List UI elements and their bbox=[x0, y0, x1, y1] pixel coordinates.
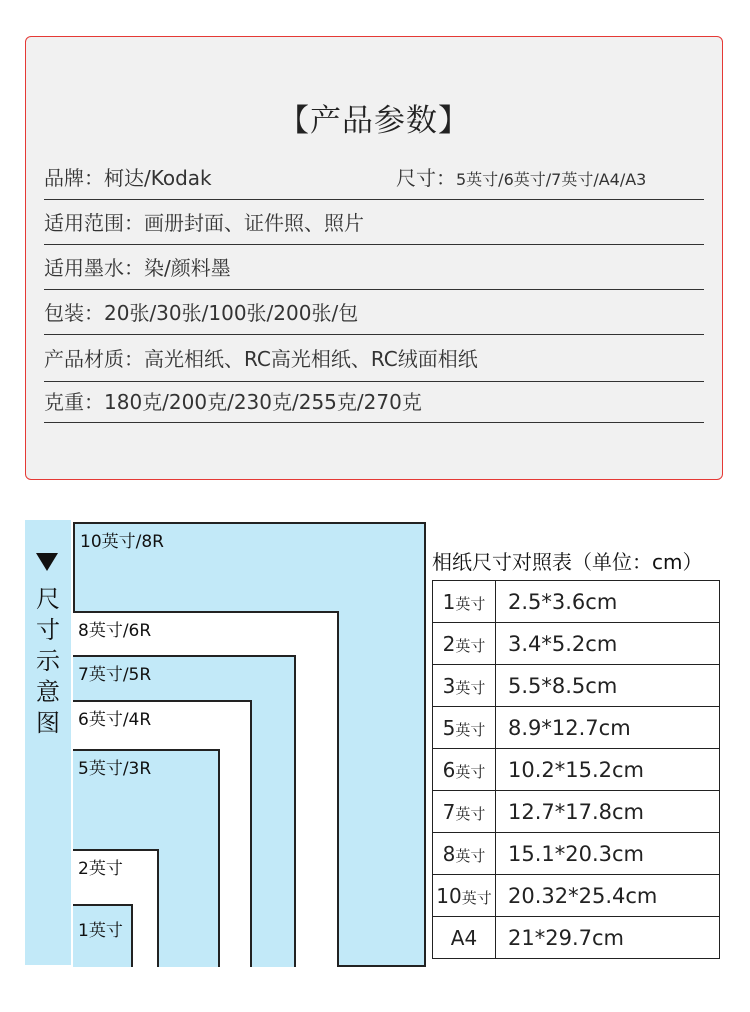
table-row bbox=[433, 707, 720, 749]
size-name-cell bbox=[433, 917, 496, 959]
param-row-weight bbox=[44, 382, 704, 423]
side-label-char: 寸 bbox=[36, 616, 60, 644]
param-usage: 适用范围：画册封面、证件照、照片 bbox=[44, 211, 364, 235]
size-name-cell bbox=[433, 749, 496, 791]
size-number: 2 bbox=[442, 631, 456, 656]
param-material: 产品材质：高光相纸、RC高光相纸、RC绒面相纸 bbox=[44, 347, 478, 371]
table-row bbox=[433, 665, 720, 707]
size-unit: 英寸 bbox=[455, 678, 486, 697]
size-name-cell bbox=[433, 665, 496, 707]
size-name-cell bbox=[433, 791, 496, 833]
size-dimensions-cell: 10.2*15.2cm bbox=[496, 749, 720, 791]
size-diagram bbox=[73, 522, 428, 967]
size-number: 3 bbox=[442, 673, 456, 698]
params-title: 【产品参数】 bbox=[278, 103, 470, 139]
size-rect-label: 2英寸 bbox=[78, 859, 123, 879]
param-size bbox=[396, 156, 646, 202]
table-row bbox=[433, 875, 720, 917]
param-size-value: 5英寸/6英寸/7英寸/A4/A3 bbox=[456, 170, 647, 189]
size-rect-1in bbox=[73, 904, 133, 967]
param-row-brand bbox=[44, 156, 704, 200]
size-name-cell bbox=[433, 581, 496, 623]
table-row bbox=[433, 917, 720, 959]
size-dimensions-cell: 5.5*8.5cm bbox=[496, 665, 720, 707]
table-row bbox=[433, 623, 720, 665]
size-rect-label: 5英寸/3R bbox=[78, 759, 152, 779]
triangle-down-icon bbox=[36, 553, 58, 571]
size-number: 8 bbox=[442, 841, 456, 866]
size-dimensions-cell: 2.5*3.6cm bbox=[496, 581, 720, 623]
param-row-material bbox=[44, 336, 704, 382]
size-number: A4 bbox=[450, 925, 478, 950]
size-unit: 英寸 bbox=[455, 720, 486, 739]
size-unit: 英寸 bbox=[455, 804, 486, 823]
table-row bbox=[433, 791, 720, 833]
size-number: 5 bbox=[442, 715, 456, 740]
size-name-cell bbox=[433, 833, 496, 875]
size-unit: 英寸 bbox=[461, 888, 492, 907]
size-dimensions-cell: 20.32*25.4cm bbox=[496, 875, 720, 917]
size-dimensions-cell: 12.7*17.8cm bbox=[496, 791, 720, 833]
side-label-char: 示 bbox=[36, 647, 60, 675]
size-name-cell bbox=[433, 875, 496, 917]
size-number: 7 bbox=[442, 799, 456, 824]
param-size-label: 尺寸： bbox=[396, 166, 456, 190]
size-unit: 英寸 bbox=[455, 846, 486, 865]
size-number: 10 bbox=[436, 883, 462, 908]
size-name-cell bbox=[433, 623, 496, 665]
size-number: 1 bbox=[442, 589, 456, 614]
size-dimensions-cell: 21*29.7cm bbox=[496, 917, 720, 959]
size-unit: 英寸 bbox=[455, 594, 486, 613]
param-row-ink bbox=[44, 246, 704, 290]
table-row bbox=[433, 833, 720, 875]
size-unit: 英寸 bbox=[455, 636, 486, 655]
table-row bbox=[433, 581, 720, 623]
size-rect-label: 1英寸 bbox=[78, 921, 123, 941]
size-dimensions-cell: 15.1*20.3cm bbox=[496, 833, 720, 875]
size-unit: 英寸 bbox=[455, 762, 486, 781]
param-row-packing bbox=[44, 291, 704, 335]
size-rect-label: 6英寸/4R bbox=[78, 710, 152, 730]
size-number: 6 bbox=[442, 757, 456, 782]
param-row-usage bbox=[44, 201, 704, 245]
size-dimensions-cell: 8.9*12.7cm bbox=[496, 707, 720, 749]
side-label-char: 图 bbox=[36, 709, 60, 737]
param-weight: 克重：180克/200克/230克/255克/270克 bbox=[44, 390, 422, 414]
diagram-side-label bbox=[25, 520, 71, 965]
table-row bbox=[433, 749, 720, 791]
param-brand: 品牌：柯达/Kodak bbox=[44, 166, 212, 190]
size-table bbox=[432, 580, 720, 959]
product-params-card bbox=[25, 36, 723, 480]
side-label-char: 尺 bbox=[36, 585, 60, 613]
side-label-text bbox=[25, 584, 71, 739]
size-rect-label: 7英寸/5R bbox=[78, 665, 152, 685]
size-rect-label: 10英寸/8R bbox=[80, 532, 164, 552]
param-packing: 包装：20张/30张/100张/200张/包 bbox=[44, 301, 359, 325]
size-name-cell bbox=[433, 707, 496, 749]
size-rect-label: 8英寸/6R bbox=[78, 621, 152, 641]
side-label-char: 意 bbox=[36, 678, 60, 706]
size-dimensions-cell: 3.4*5.2cm bbox=[496, 623, 720, 665]
size-table-title: 相纸尺寸对照表（单位：cm） bbox=[432, 550, 703, 574]
param-ink: 适用墨水：染/颜料墨 bbox=[44, 256, 231, 280]
